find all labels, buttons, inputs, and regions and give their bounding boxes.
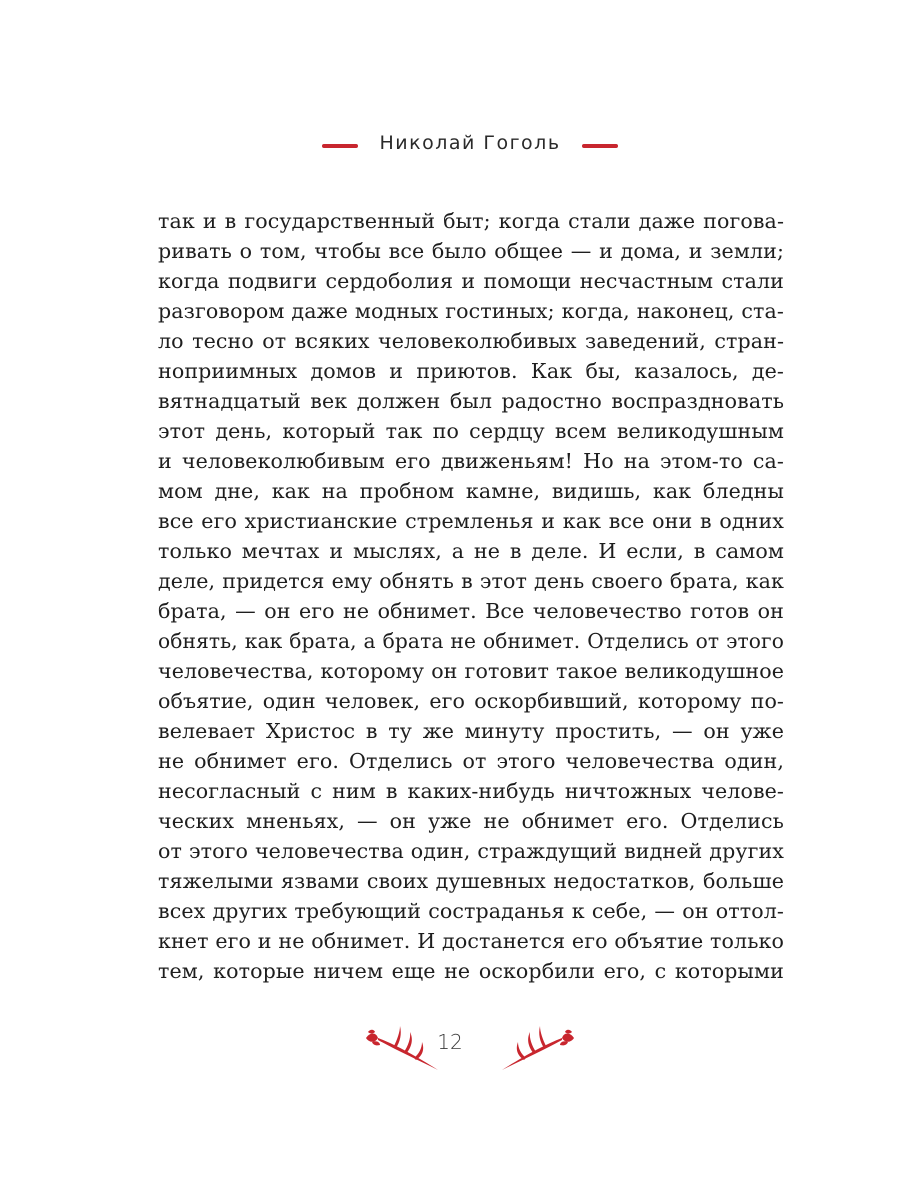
text-line: ло тесно от всяких человеколюбивых заведений, стран- (158, 329, 784, 353)
text-line: не обнимет его. Отделись от этого человечества один, (158, 749, 784, 773)
text-line: брата, — он его не обнимет. Все человечество готов он (158, 599, 784, 623)
text-line: человечества, которому он готовит такое великодушное (158, 659, 784, 683)
page-number: 12 (437, 1030, 463, 1054)
text-line: ноприимных домов и приютов. Как бы, казалось, де- (158, 359, 784, 383)
running-title: Николай Гоголь (379, 132, 561, 154)
text-line: объятие, один человек, его оскорбивший, которому по- (158, 689, 784, 713)
text-line: этот день, который так по сердцу всем великодушным (158, 419, 784, 443)
text-line: несогласный с ним в каких-нибудь ничтожных челове- (158, 779, 784, 803)
body-text (158, 206, 784, 986)
header-dash-right (582, 144, 618, 148)
text-line: когда подвиги сердоболия и помощи несчастным стали (158, 269, 784, 293)
text-line: обнять, как брата, а брата не обнимет. Отделись от этого (158, 629, 784, 653)
running-header (0, 128, 900, 164)
text-line: и человеколюбивым его движеньям! Но на этом-то са- (158, 449, 784, 473)
text-line: все его христианские стремленья и как все они в одних (158, 509, 784, 533)
text-line: ческих мненьях, — он уже не обнимет его. Отделись (158, 809, 784, 833)
text-line: так и в государственный быт; когда стали даже погова- (158, 209, 784, 233)
text-line: тяжелыми язвами своих душевных недостатков, больше (158, 869, 784, 893)
text-line: всех других требующий состраданья к себе, — он оттол- (158, 899, 784, 923)
text-line: ривать о том, чтобы все было общее — и дома, и земли; (158, 239, 784, 263)
text-line: только мечтах и мыслях, а не в деле. И если, в самом (158, 539, 784, 563)
text-line: деле, придется ему обнять в этот день своего брата, как (158, 569, 784, 593)
text-line: велевает Христос в ту же минуту простить, — он уже (158, 719, 784, 743)
text-line: от этого человечества один, страждущий видней других (158, 839, 784, 863)
header-dash-left (322, 144, 358, 148)
text-line: разговором даже модных гостиных; когда, наконец, ста- (158, 299, 784, 323)
tulip-ornament-right-icon (496, 1022, 576, 1074)
text-line: мом дне, как на пробном камне, видишь, как бледны (158, 479, 784, 503)
text-line: кнет его и не обнимет. И достанется его объятие только (158, 929, 784, 953)
text-line: тем, которые ничем еще не оскорбили его, с которыми (158, 959, 784, 983)
page-footer (0, 1020, 900, 1076)
text-line: вятнадцатый век должен был радостно воспраздновать (158, 389, 784, 413)
